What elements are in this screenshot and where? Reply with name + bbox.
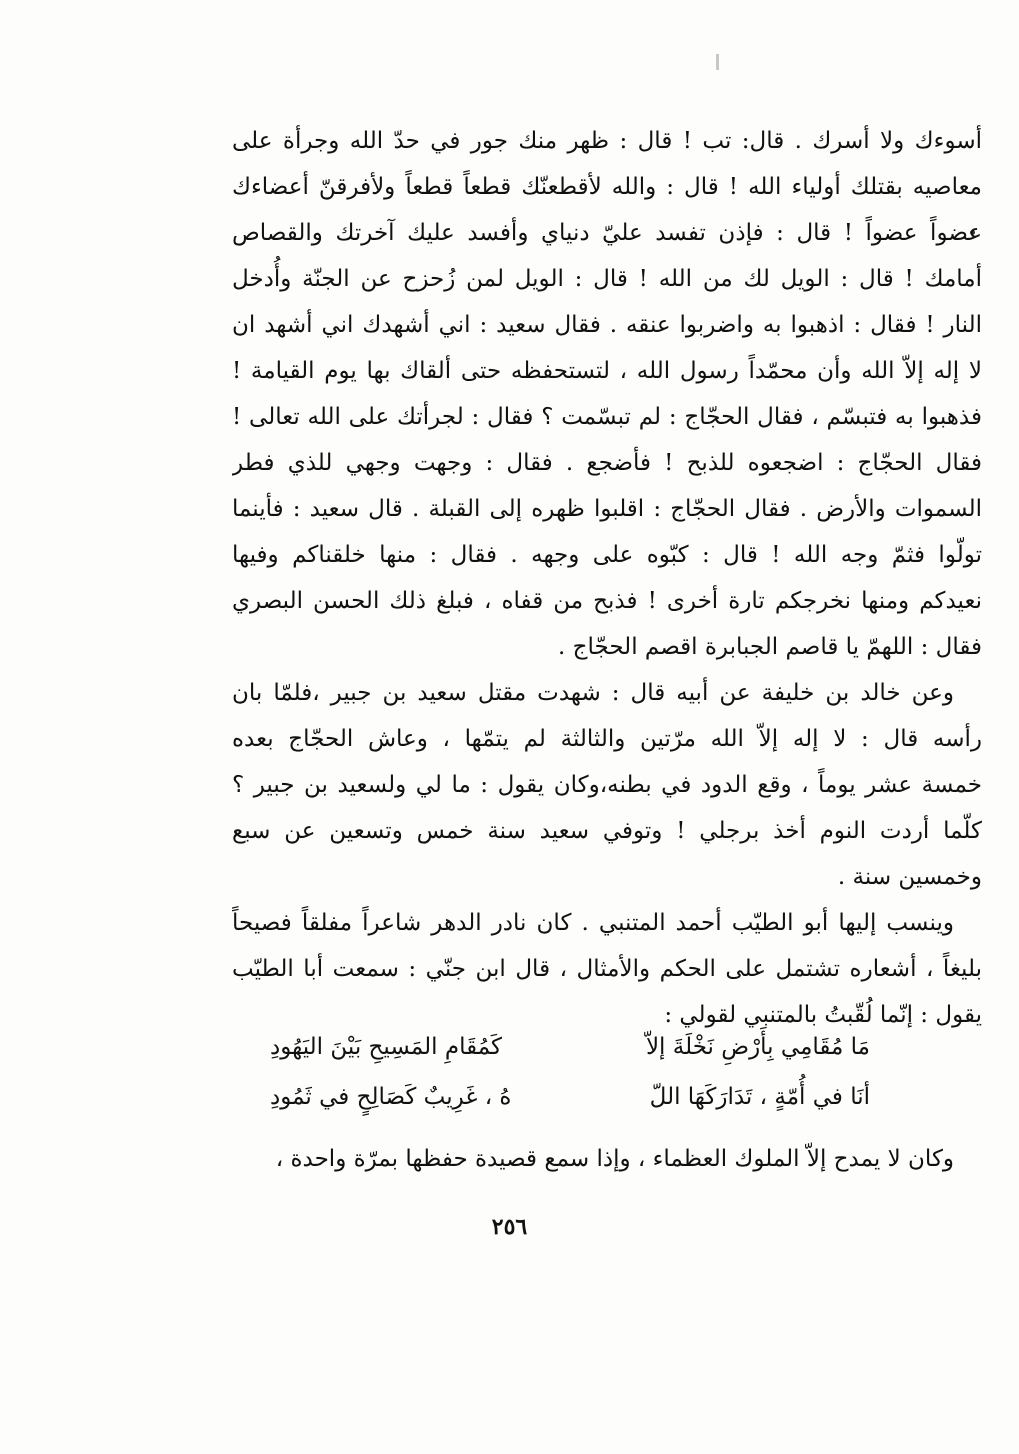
text-line: كلّما أردت النوم أخذ برجلي ! وتوفي سعيد سنة خمس وتسعين عن سبع	[232, 818, 982, 844]
paragraph-4	[232, 1136, 982, 1182]
poem-verse	[270, 1022, 870, 1072]
text-line: وعن خالد بن خليفة عن أبيه قال : شهدت مقتل سعيد بن جبير ،فلمّا بان	[232, 680, 954, 706]
text-line: بليغاً ، أشعاره تشتمل على الحكم والأمثال ، قال ابن جنّي : سمعت أبا الطيّب	[232, 956, 982, 982]
poem-verse	[270, 1072, 870, 1122]
poem	[270, 1022, 870, 1122]
text-line: وخمسين سنة .	[837, 864, 982, 890]
text-line: وينسب إليها أبو الطيّب أحمد المتنبي . كان نادر الدهر شاعراً مفلقاً فصيحاً	[232, 910, 954, 936]
text-line: خمسة عشر يوماً ، وقع الدود في بطنه،وكان يقول : ما لي ولسعيد بن جبير ؟	[232, 772, 982, 798]
paragraph-3	[232, 900, 982, 1038]
verse-second-hemistich: هُ ، غَرِيبٌ كَصَالِحٍ في ثَمُودِ	[270, 1084, 512, 1110]
verse-first-hemistich: مَا مُقَامِي بِأَرْضِ نَخْلَةَ إلاّ	[645, 1034, 870, 1060]
text-line: يقول : إنّما لُقّبتُ بالمتنبي لقولي :	[664, 1002, 982, 1028]
scan-mark	[716, 54, 719, 70]
verse-second-hemistich: كَمُقَامِ المَسِيحِ بَيْنَ اليَهُودِ	[270, 1034, 502, 1060]
text-line: نعيدكم ومنها نخرجكم تارة أخرى ! فذبح من قفاه ، فبلغ ذلك الحسن البصري	[232, 588, 982, 614]
main-text	[232, 118, 982, 1038]
text-line: فذهبوا به فتبسّم ، فقال الحجّاج : لم تبسّمت ؟ فقال : لجرأتك على الله تعالى !	[232, 404, 982, 430]
text-line: رأسه قال : لا إله إلاّ الله مرّتين والثالثة لم يتمّها ، وعاش الحجّاج بعده	[232, 726, 982, 752]
text-line: النار ! فقال : اذهبوا به واضربوا عنقه . فقال سعيد : اني أشهدك اني أشهد ان	[232, 312, 982, 338]
text-line: لا إله إلاّ الله وأن محمّداً رسول الله ، لتستحفظه حتى ألقاك بها يوم القيامة !	[232, 358, 982, 384]
text-line: معاصيه بقتلك أولياء الله ! قال : والله لأقطعنّك قطعاً قطعاً ولأفرقنّ أعضاءك	[232, 174, 982, 200]
page-number: ٢٥٦	[491, 1214, 528, 1240]
text-line: أمامك ! قال : الويل لك من الله ! قال : الويل لمن زُحزح عن الجنّة وأُدخل	[232, 266, 982, 292]
text-line: فقال : اللهمّ يا قاصم الجبابرة اقصم الحجّاج .	[558, 634, 982, 660]
paragraph-2	[232, 670, 982, 900]
text-line: وكان لا يمدح إلاّ الملوك العظماء ، وإذا سمع قصيدة حفظها بمرّة واحدة ،	[275, 1146, 954, 1172]
text-line: تولّوا فثمّ وجه الله ! قال : كبّوه على وجهه . فقال : منها خلقناكم وفيها	[232, 542, 982, 568]
text-line: عضواً عضواً ! قال : فإذن تفسد عليّ دنياي وأفسد عليك آخرتك والقصاص	[232, 220, 982, 246]
text-line: السموات والأرض . فقال الحجّاج : اقلبوا ظهره إلى القبلة . قال سعيد : فأينما	[232, 496, 982, 522]
text-line: أسوءك ولا أسرك . قال: تب ! قال : ظهر منك جور في حدّ الله وجرأة على	[232, 128, 982, 154]
paragraph-1	[232, 118, 982, 670]
text-line: فقال الحجّاج : اضجعوه للذبح ! فأضجع . فقال : وجهت وجهي للذي فطر	[232, 450, 982, 476]
verse-first-hemistich: أنَا في أُمّةٍ ، تَدَارَكَهَا اللّ	[649, 1084, 870, 1110]
